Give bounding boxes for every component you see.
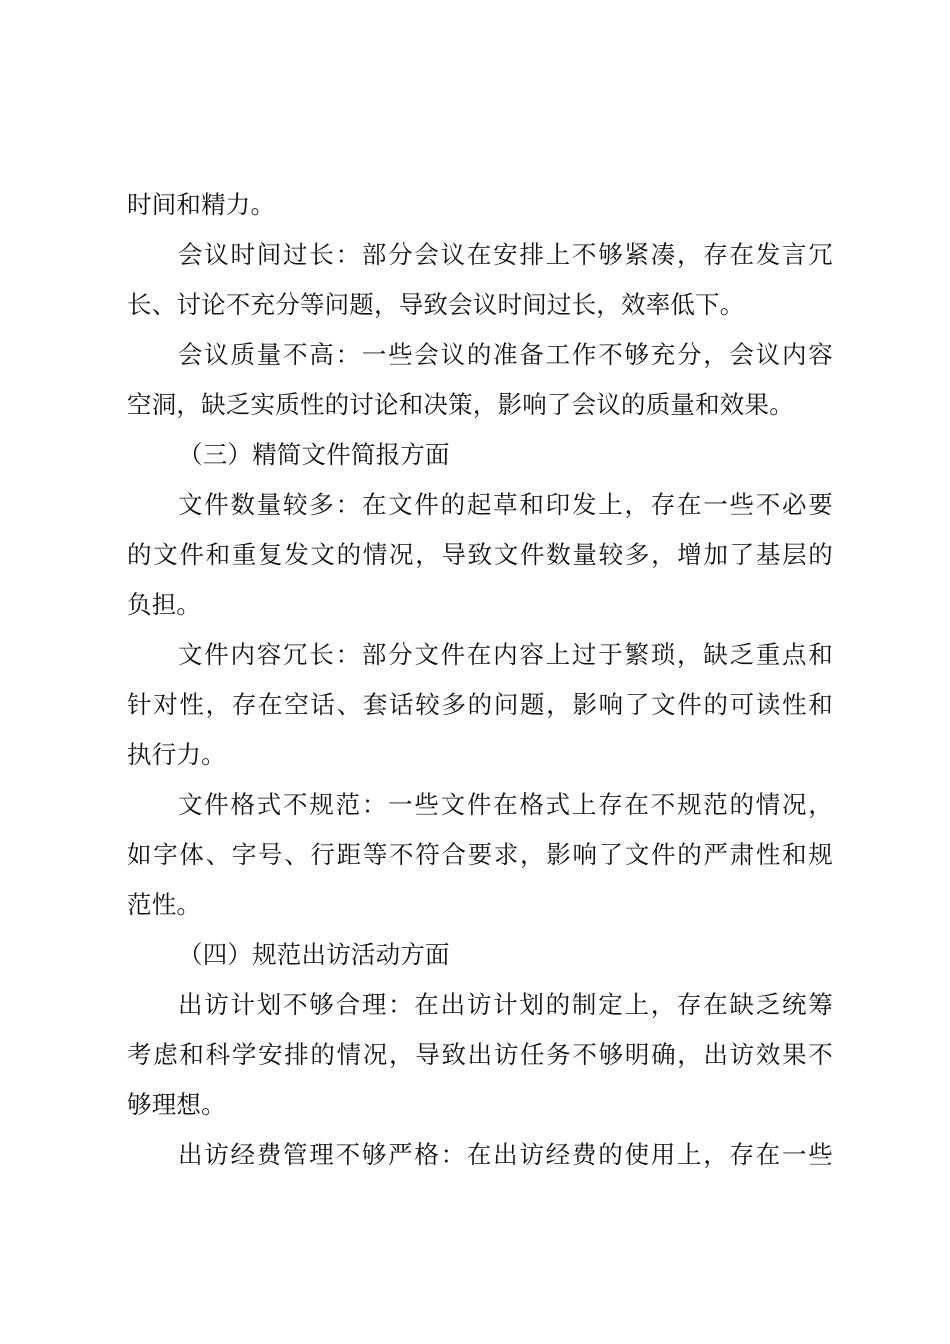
paragraph-file-length: 文件内容冗长：部分文件在内容上过于繁琐，缺乏重点和 xyxy=(178,640,833,669)
text-line: 针对性，存在空话、套话较多的问题，影响了文件的可读性和 xyxy=(127,690,833,719)
paragraph-visit-funds: 出访经费管理不够严格：在出访经费的使用上，存在一些 xyxy=(178,1140,833,1169)
paragraph-visit-plan: 出访计划不够合理：在出访计划的制定上，存在缺乏统筹 xyxy=(178,990,833,1019)
text-line: 范性。 xyxy=(127,890,202,919)
section-heading-4: （四）规范出访活动方面 xyxy=(178,940,450,969)
text-line: 够理想。 xyxy=(127,1090,226,1119)
paragraph-meeting-too-long: 会议时间过长：部分会议在安排上不够紧凑，存在发言冗 xyxy=(178,240,833,269)
paragraph-file-count: 文件数量较多：在文件的起草和印发上，存在一些不必要 xyxy=(178,490,833,519)
text-line: 空洞，缺乏实质性的讨论和决策，影响了会议的质量和效果。 xyxy=(127,390,794,419)
paragraph-meeting-quality: 会议质量不高：一些会议的准备工作不够充分，会议内容 xyxy=(178,340,833,369)
text-line: 考虑和科学安排的情况，导致出访任务不够明确，出访效果不 xyxy=(127,1040,833,1069)
document-page xyxy=(127,180,833,1180)
text-line: 时间和精力。 xyxy=(127,190,276,219)
text-line: 执行力。 xyxy=(127,740,226,769)
text-line: 长、讨论不充分等问题，导致会议时间过长，效率低下。 xyxy=(127,290,745,319)
paragraph-file-format: 文件格式不规范：一些文件在格式上存在不规范的情况， xyxy=(178,790,833,819)
text-line: 负担。 xyxy=(127,590,202,619)
text-line: 的文件和重复发文的情况，导致文件数量较多，增加了基层的 xyxy=(127,540,833,569)
section-heading-3: （三）精简文件简报方面 xyxy=(178,440,450,469)
text-line: 如字体、字号、行距等不符合要求，影响了文件的严肃性和规 xyxy=(127,840,833,869)
